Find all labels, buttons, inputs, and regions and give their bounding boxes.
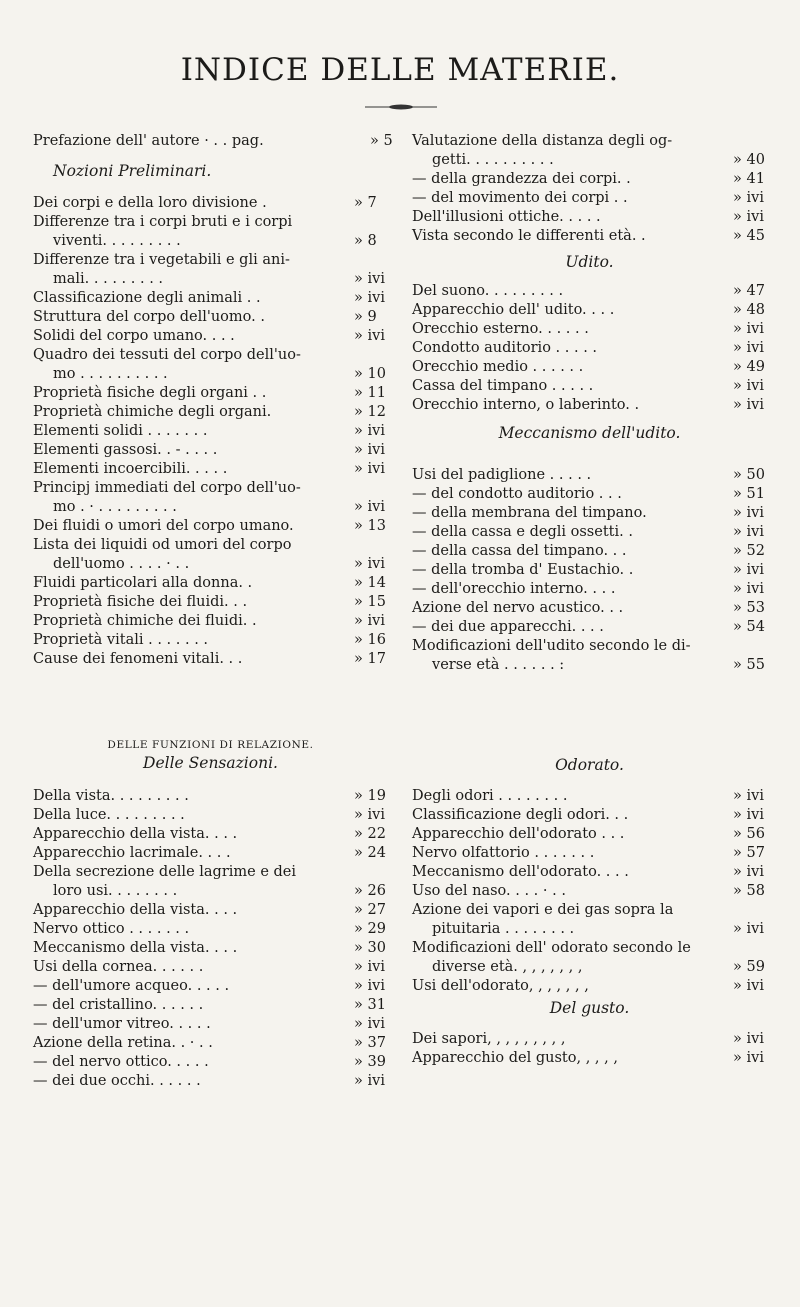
toc-entry: [33, 403, 388, 422]
entry-page: » 10: [354, 365, 388, 384]
entry-page: » 11: [354, 384, 388, 403]
entry-page: » 27: [354, 901, 388, 920]
toc-entry: [412, 977, 767, 996]
entry-text: Cause dei fenomeni vitali. . .: [33, 651, 243, 667]
toc-entry: [412, 1049, 767, 1068]
entry-page: » ivi: [733, 339, 767, 358]
entry-page: » 15: [354, 593, 388, 612]
toc-entry: [33, 612, 388, 631]
entry-text: mo . . . . . . . . . .: [53, 366, 168, 382]
toc-entry: [412, 170, 767, 189]
entry-page: » ivi: [733, 523, 767, 542]
entry-text: — dell'orecchio interno. . . .: [412, 581, 616, 597]
toc-entry: [33, 1053, 388, 1072]
entry-text: — del nervo ottico. . . . .: [33, 1054, 209, 1070]
toc-entry: [33, 232, 388, 251]
entry-text: getti. . . . . . . . . .: [432, 152, 554, 168]
entry-page: » ivi: [733, 1049, 767, 1068]
entry-text: — del cristallino. . . . . .: [33, 997, 204, 1013]
entry-page: » ivi: [733, 561, 767, 580]
entry-text: Apparecchio lacrimale. . . .: [33, 845, 231, 861]
entry-text: Vista secondo le differenti età. .: [412, 228, 646, 244]
toc-entry: [33, 498, 388, 517]
toc-entry: [412, 466, 767, 485]
entry-text: Uso del naso. . . . · . .: [412, 883, 566, 899]
section-heading-gusto: Del gusto.: [549, 999, 630, 1017]
entry-page: » ivi: [354, 422, 388, 441]
toc-list-vista-cont: [412, 132, 767, 246]
toc-entry: [412, 132, 767, 151]
entry-page: » 41: [733, 170, 767, 189]
entry-page: » ivi: [733, 580, 767, 599]
toc-entry: [412, 920, 767, 939]
entry-page: » 22: [354, 825, 388, 844]
entry-page: » ivi: [354, 289, 388, 308]
toc-entry: [412, 599, 767, 618]
toc-entry: [33, 977, 388, 996]
entry-page: » ivi: [733, 208, 767, 227]
entry-page: » ivi: [354, 1072, 388, 1091]
toc-entry: [33, 479, 388, 498]
toc-entry: [33, 920, 388, 939]
entry-text: Usi dell'odorato, , , , , , ,: [412, 978, 589, 994]
entry-text: dell'uomo . . . . · . .: [53, 556, 190, 572]
entry-page: » 40: [733, 151, 767, 170]
entry-text: — della membrana del timpano.: [412, 505, 647, 521]
entry-page: » ivi: [354, 327, 388, 346]
toc-entry: [33, 365, 388, 384]
entry-text: Azione della retina. . · . .: [33, 1035, 213, 1051]
entry-text: — del condotto auditorio . . .: [412, 486, 622, 502]
toc-entry: [33, 806, 388, 825]
entry-text: Dei fluidi o umori del corpo umano.: [33, 518, 294, 534]
entry-text: Apparecchio della vista. . . .: [33, 826, 238, 842]
toc-entry: [33, 555, 388, 574]
toc-entry: [33, 441, 388, 460]
entry-text: Nervo ottico . . . . . . .: [33, 921, 190, 937]
entry-text: Elementi incoercibili. . . . .: [33, 461, 228, 477]
entry-page: » 5: [370, 132, 388, 151]
toc-entry: [412, 787, 767, 806]
toc-entry: [412, 301, 767, 320]
toc-entry: [33, 289, 388, 308]
toc-entry: [412, 396, 767, 415]
entry-text: — dell'umor vitreo. . . . .: [33, 1016, 211, 1032]
toc-entry: [412, 882, 767, 901]
section-heading-meccanismo: Meccanismo dell'udito.: [498, 424, 681, 442]
toc-entry: [33, 901, 388, 920]
toc-entry: [33, 327, 388, 346]
entry-page: » 52: [733, 542, 767, 561]
toc-entry: [33, 308, 388, 327]
entry-page: » 51: [733, 485, 767, 504]
entry-page: » 13: [354, 517, 388, 536]
entry-text: — del movimento dei corpi . .: [412, 190, 628, 206]
toc-entry: [412, 282, 767, 301]
entry-page: » ivi: [733, 977, 767, 996]
entry-text: Proprietà fisiche degli organi . .: [33, 385, 267, 401]
entry-page: » ivi: [354, 612, 388, 631]
entry-text: Usi della cornea. . . . . .: [33, 959, 204, 975]
entry-text: Apparecchio della vista. . . .: [33, 902, 238, 918]
entry-text: Differenze tra i vegetabili e gli ani-: [33, 252, 290, 268]
entry-text: diverse età. , , , , , , ,: [432, 959, 583, 975]
entry-page: » 7: [354, 194, 388, 213]
toc-entry: [33, 422, 388, 441]
section-heading-sensazioni: Delle Sensazioni.: [143, 754, 278, 772]
entry-text: Orecchio interno, o laberinto. .: [412, 397, 640, 413]
toc-list-meccanismo: [412, 466, 767, 675]
toc-list-sensazioni: [33, 787, 388, 1091]
toc-entry: [33, 939, 388, 958]
entry-text: — dei due occhi. . . . . .: [33, 1073, 201, 1089]
toc-entry: [33, 194, 388, 213]
entry-text: verse età . . . . . . :: [432, 657, 565, 673]
toc-entry: [412, 806, 767, 825]
toc-entry: [33, 251, 388, 270]
entry-text: Modificazioni dell'udito secondo le di-: [412, 638, 691, 654]
entry-page: » ivi: [354, 806, 388, 825]
entry-page: » 48: [733, 301, 767, 320]
entry-page: » ivi: [354, 555, 388, 574]
entry-page: » ivi: [733, 396, 767, 415]
toc-entry: [412, 863, 767, 882]
entry-page: » 57: [733, 844, 767, 863]
toc-list-udito: [412, 282, 767, 415]
entry-page: » 54: [733, 618, 767, 637]
entry-page: » ivi: [354, 441, 388, 460]
entry-text: Principj immediati del corpo dell'uo-: [33, 480, 301, 496]
entry-text: Prefazione dell' autore · . . pag.: [33, 133, 264, 149]
entry-text: Elementi solidi . . . . . . .: [33, 423, 208, 439]
entry-text: Proprietà fisiche dei fluidi. . .: [33, 594, 248, 610]
entry-text: Della secrezione delle lagrime e dei: [33, 864, 297, 880]
page-title: INDICE DELLE MATERIE.: [180, 52, 620, 88]
entry-page: » ivi: [733, 806, 767, 825]
entry-text: Proprietà chimiche degli organi.: [33, 404, 272, 420]
entry-page: » 56: [733, 825, 767, 844]
toc-entry: [412, 939, 767, 958]
entry-text: Della vista. . . . . . . . .: [33, 788, 189, 804]
entry-text: Orecchio esterno. . . . . .: [412, 321, 589, 337]
entry-page: » 45: [733, 227, 767, 246]
toc-list-nozioni: [33, 194, 388, 669]
toc-entry: [412, 656, 767, 675]
entry-page: » ivi: [354, 958, 388, 977]
toc-entry: [412, 151, 767, 170]
toc-entry: [412, 485, 767, 504]
toc-entry: [412, 208, 767, 227]
entry-page: » ivi: [733, 920, 767, 939]
entry-text: — dell'umore acqueo. . . . .: [33, 978, 230, 994]
toc-entry: [33, 958, 388, 977]
entry-text: Solidi del corpo umano. . . .: [33, 328, 235, 344]
entry-text: Proprietà vitali . . . . . . .: [33, 632, 209, 648]
entry-text: Dei sapori, , , , , , , , ,: [412, 1031, 566, 1047]
entry-page: » 47: [733, 282, 767, 301]
section-heading-udito: Udito.: [565, 253, 614, 271]
entry-text: Classificazione degli animali . .: [33, 290, 261, 306]
entry-text: Differenze tra i corpi bruti e i corpi: [33, 214, 293, 230]
toc-entry: [33, 882, 388, 901]
entry-page: » ivi: [354, 270, 388, 289]
toc-entry: [33, 631, 388, 650]
entry-page: » 30: [354, 939, 388, 958]
entry-text: Usi del padiglione . . . . .: [412, 467, 592, 483]
section-heading-odorato: Odorato.: [555, 756, 624, 774]
entry-page: » 24: [354, 844, 388, 863]
entry-page: » 50: [733, 466, 767, 485]
entry-text: mali. . . . . . . . .: [53, 271, 164, 287]
entry-page: » ivi: [733, 504, 767, 523]
toc-entry: [33, 1034, 388, 1053]
toc-entry: [412, 637, 767, 656]
entry-page: » 53: [733, 599, 767, 618]
entry-text: mo . · . . . . . . . . .: [53, 499, 177, 515]
toc-entry: [33, 536, 388, 555]
toc-entry: [33, 346, 388, 365]
entry-text: loro usi. . . . . . . .: [53, 883, 178, 899]
entry-text: Apparecchio del gusto, , , , ,: [412, 1050, 618, 1066]
entry-page: » 55: [733, 656, 767, 675]
entry-page: » 37: [354, 1034, 388, 1053]
entry-text: Modificazioni dell' odorato secondo le: [412, 940, 691, 956]
entry-page: » 59: [733, 958, 767, 977]
toc-entry: [412, 227, 767, 246]
entry-text: — della cassa del timpano. . .: [412, 543, 627, 559]
toc-entry: [33, 825, 388, 844]
entry-text: Azione dei vapori e dei gas sopra la: [412, 902, 674, 918]
toc-entry: [412, 377, 767, 396]
entry-page: » 58: [733, 882, 767, 901]
toc-entry: [412, 561, 767, 580]
entry-page: » ivi: [733, 377, 767, 396]
entry-text: Azione del nervo acustico. . .: [412, 600, 624, 616]
entry-text: Della luce. . . . . . . . .: [33, 807, 185, 823]
ornament-rule: [365, 103, 437, 111]
entry-text: Proprietà chimiche dei fluidi. .: [33, 613, 257, 629]
entry-text: Meccanismo dell'odorato. . . .: [412, 864, 629, 880]
toc-entry: [412, 320, 767, 339]
entry-text: Apparecchio dell'odorato . . .: [412, 826, 625, 842]
entry-text: Meccanismo della vista. . . .: [33, 940, 238, 956]
entry-page: » 39: [354, 1053, 388, 1072]
entry-text: Elementi gassosi. . - . . . .: [33, 442, 218, 458]
entry-page: » 16: [354, 631, 388, 650]
toc-entry: [412, 618, 767, 637]
entry-page: » 14: [354, 574, 388, 593]
toc-entry: [33, 650, 388, 669]
entry-text: Degli odori . . . . . . . .: [412, 788, 568, 804]
toc-entry: [412, 958, 767, 977]
entry-text: — della grandezza dei corpi. .: [412, 171, 631, 187]
entry-text: pituitaria . . . . . . . .: [432, 921, 575, 937]
entry-page: » ivi: [354, 977, 388, 996]
toc-entry: [33, 593, 388, 612]
entry-page: » ivi: [354, 460, 388, 479]
entry-text: — dei due apparecchi. . . .: [412, 619, 604, 635]
entry-text: Valutazione della distanza degli og-: [412, 133, 673, 149]
entry-page: » ivi: [733, 189, 767, 208]
entry-page: » 9: [354, 308, 388, 327]
toc-entry: [33, 1072, 388, 1091]
entry-text: Fluidi particolari alla donna. .: [33, 575, 253, 591]
entry-text: — della cassa e degli ossetti. .: [412, 524, 633, 540]
entry-page: » ivi: [354, 498, 388, 517]
toc-entry: [33, 270, 388, 289]
toc-entry: [33, 1015, 388, 1034]
entry-text: — della tromba d' Eustachio. .: [412, 562, 634, 578]
entry-page: » 12: [354, 403, 388, 422]
entry-text: Nervo olfattorio . . . . . . .: [412, 845, 595, 861]
entry-page: » 29: [354, 920, 388, 939]
toc-entry: [412, 844, 767, 863]
toc-entry: [33, 517, 388, 536]
toc-entry: [33, 787, 388, 806]
toc-entry: [33, 863, 388, 882]
entry-page: » 17: [354, 650, 388, 669]
toc-entry: [33, 996, 388, 1015]
entry-page: » ivi: [354, 1015, 388, 1034]
toc-entry: [412, 504, 767, 523]
toc-entry: [412, 580, 767, 599]
toc-entry: [33, 844, 388, 863]
entry-page: » ivi: [733, 787, 767, 806]
entry-page: » 19: [354, 787, 388, 806]
toc-entry: [412, 825, 767, 844]
toc-entry: [412, 339, 767, 358]
toc-entry: [33, 574, 388, 593]
entry-text: Condotto auditorio . . . . .: [412, 340, 598, 356]
toc-list-gusto: [412, 1030, 767, 1068]
entry-page: » ivi: [733, 863, 767, 882]
section-heading-nozioni: Nozioni Preliminari.: [53, 162, 212, 180]
toc-entry: [412, 1030, 767, 1049]
entry-text: Lista dei liquidi od umori del corpo: [33, 537, 292, 553]
toc-entry: [412, 542, 767, 561]
entry-text: Dei corpi e della loro divisione .: [33, 195, 267, 211]
entry-text: Del suono. . . . . . . . .: [412, 283, 564, 299]
entry-text: Dell'illusioni ottiche. . . . .: [412, 209, 601, 225]
entry-text: Orecchio medio . . . . . .: [412, 359, 584, 375]
section-smallcaps-funzioni: DELLE FUNZIONI DI RELAZIONE.: [107, 739, 314, 751]
entry-text: Classificazione degli odori. . .: [412, 807, 629, 823]
toc-entry: [412, 358, 767, 377]
toc-entry: [412, 523, 767, 542]
toc-entry: [412, 189, 767, 208]
entry-page: » ivi: [733, 1030, 767, 1049]
toc-entry: [33, 384, 388, 403]
entry-page: » 26: [354, 882, 388, 901]
entry-page: » 31: [354, 996, 388, 1015]
toc-entry: [412, 901, 767, 920]
toc-entry: [33, 460, 388, 479]
toc-entry: [33, 213, 388, 232]
entry-text: Quadro dei tessuti del corpo dell'uo-: [33, 347, 301, 363]
entry-text: Cassa del timpano . . . . .: [412, 378, 594, 394]
entry-text: Apparecchio dell' udito. . . .: [412, 302, 615, 318]
entry-text: viventi. . . . . . . . .: [53, 233, 181, 249]
entry-page: » 49: [733, 358, 767, 377]
entry-text: Struttura del corpo dell'uomo. .: [33, 309, 265, 325]
entry-page: » ivi: [733, 320, 767, 339]
toc-list-odorato: [412, 787, 767, 996]
entry-page: » 8: [354, 232, 388, 251]
toc-entry-prefazione: [33, 132, 393, 151]
